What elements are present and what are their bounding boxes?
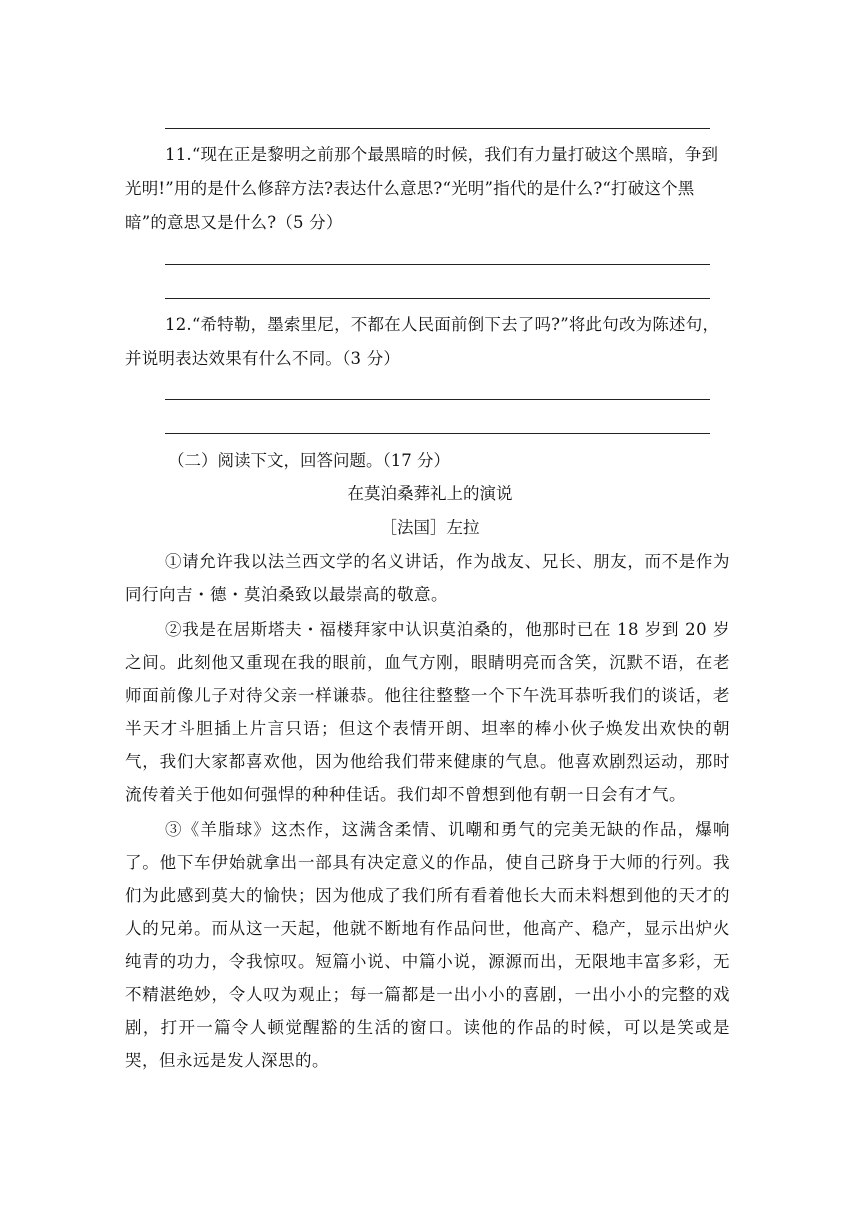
paragraph-1: ①请允许我以法兰西文学的名义讲话，作为战友、兄长、朋友，而不是作为同行向吉・德・莫泊桑致以最崇高的敬意。 [125, 552, 730, 604]
question-11: 11.“现在正是黎明之前那个最黑暗的时候，我们有力量打破这个黑暗，争到光明!”用的是什么修辞方法?表达什么意思?“光明”指代的是什么?“打破这个黑暗”的意思又是什么?（5 分） [125, 145, 719, 232]
answer-line-q11-2[interactable] [165, 298, 710, 299]
section-heading: （二）阅读下文，回答问题。（17 分） [168, 451, 450, 470]
answer-line-q11-1[interactable] [165, 264, 710, 265]
paragraph-3: ③《羊脂球》这杰作，这满含柔情、讥嘲和勇气的完美无缺的作品，爆响了。他下车伊始就拿出一部具有决定意义的作品，使自己跻身于大师的行列。我们为此感到莫大的愉快；因为他成了我们所有看着他长大而未料想到他的天才的人的兄弟。而从这一天起，他就不断地有作品问世，他高产、稳产，显示出炉火纯青的功力，令我惊叹。短篇小说、中篇小说，源源而出，无限地丰富多彩，无不精湛绝妙，令人叹为观止；每一篇都是一出小小的喜剧，一出小小的完整的戏剧，打开一篇令人顿觉醒豁的生活的窗口。读他的作品的时候，可以是笑或是哭，但永远是发人深思的。 [125, 820, 730, 1070]
article-author: ［法国］左拉 [380, 518, 480, 537]
question-12: 12.“希特勒，墨索里尼，不都在人民面前倒下去了吗?”将此句改为陈述句，并说明表达效果有什么不同。（3 分） [125, 315, 720, 368]
answer-line-q12-2[interactable] [165, 433, 710, 434]
article-title: 在莫泊桑葬礼上的演说 [347, 484, 513, 503]
answer-line-q10[interactable] [165, 128, 710, 129]
paragraph-2: ②我是在居斯塔夫・福楼拜家中认识莫泊桑的，他那时已在 18 岁到 20 岁之间。此刻他又重现在我的眼前，血气方刚，眼睛明亮而含笑，沉默不语，在老师面前像儿子对待父亲一样谦恭。他往往整整一个下午洗耳恭听我们的谈话，老半天才斗胆插上片言只语；但这个表情开朗、坦率的棒小伙子焕发出欢快的朝气，我们大家都喜欢他，因为他给我们带来健康的气息。他喜欢剧烈运动，那时流传着关于他如何强悍的种种佳话。我们却不曾想到他有朝一日会有才气。 [125, 620, 730, 804]
answer-line-q12-1[interactable] [165, 399, 710, 400]
